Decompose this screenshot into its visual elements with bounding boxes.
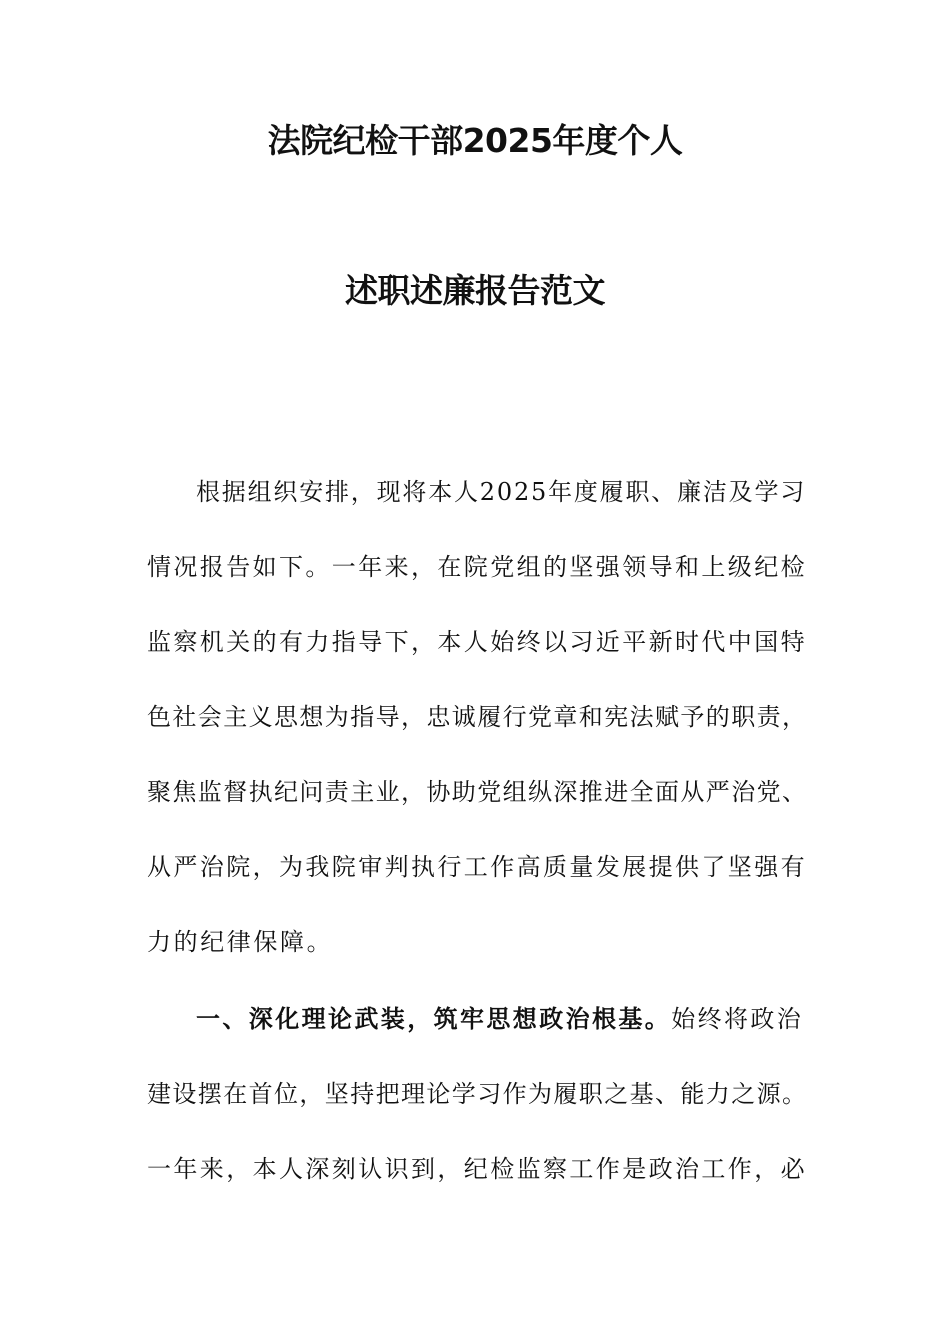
section-1-line-3: 一年来，本人深刻认识到，纪检监察工作是政治工作，必 <box>147 1155 807 1183</box>
section-1-first-line <box>196 1004 806 1034</box>
document-title-line-1: 法院纪检干部2025年度个人 <box>267 121 683 160</box>
paragraph-1-line-2: 情况报告如下。一年来，在院党组的坚强领导和上级纪检 <box>147 553 807 581</box>
paragraph-1-line-1: 根据组织安排，现将本人2025年度履职、廉洁及学习 <box>196 478 807 506</box>
paragraph-1-line-7: 力的纪律保障。 <box>147 928 334 956</box>
paragraph-1-line-6: 从严治院，为我院审判执行工作高质量发展提供了坚强有 <box>147 853 807 881</box>
section-1-line-2: 建设摆在首位，坚持把理论学习作为履职之基、能力之源。 <box>147 1080 808 1108</box>
section-1-first-line-rest: 始终将政治 <box>671 1005 804 1033</box>
paragraph-1-line-3: 监察机关的有力指导下，本人始终以习近平新时代中国特 <box>147 628 807 656</box>
section-1-heading: 一、深化理论武装，筑牢思想政治根基。 <box>196 1004 672 1033</box>
document-title-line-2: 述职述廉报告范文 <box>345 271 605 310</box>
paragraph-1-line-4: 色社会主义思想为指导，忠诚履行党章和宪法赋予的职责， <box>147 703 808 731</box>
paragraph-1-line-5: 聚焦监督执纪问责主业，协助党组纵深推进全面从严治党、 <box>147 778 808 806</box>
